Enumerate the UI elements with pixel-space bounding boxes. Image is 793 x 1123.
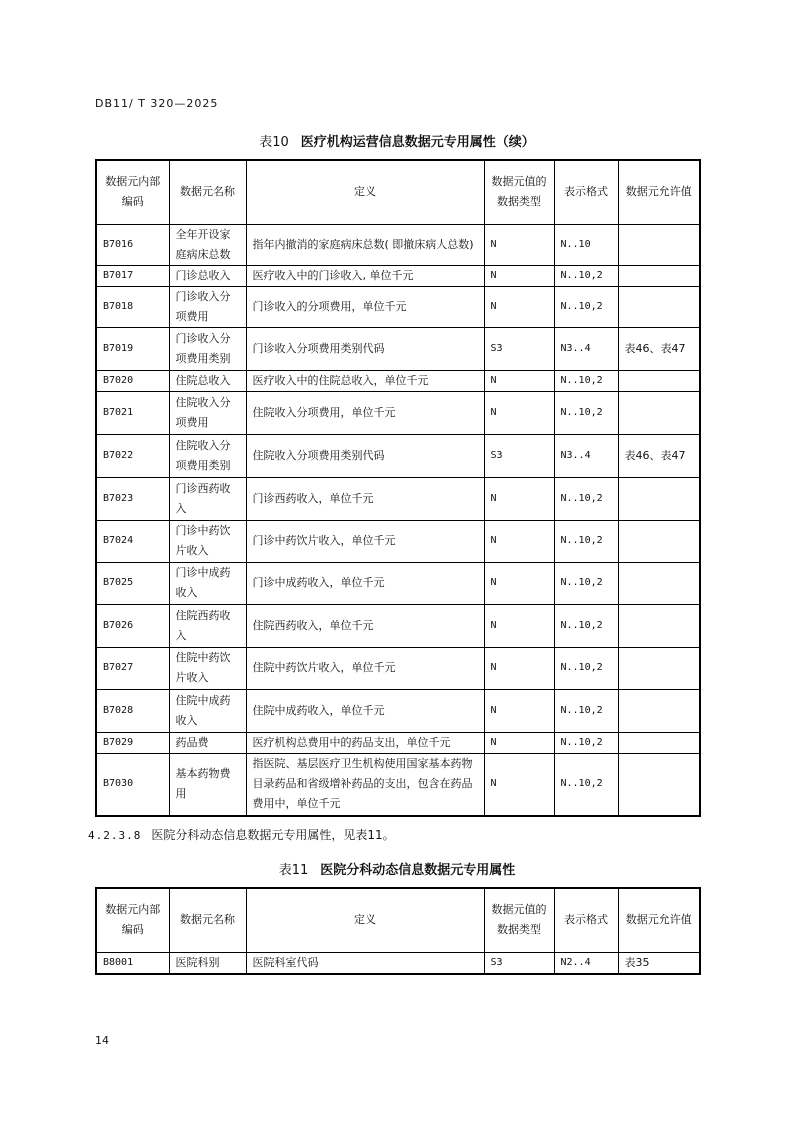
cell-code: B8001 <box>96 952 169 974</box>
cell-code: B7018 <box>96 286 169 327</box>
cell-def: 住院西药收入，单位千元 <box>246 604 484 647</box>
cell-format: N..10,2 <box>554 520 618 562</box>
cell-name: 住院收入分项费用 <box>169 391 246 434</box>
cell-name: 药品费 <box>169 732 246 753</box>
clause-4-2-3-8 <box>88 826 395 843</box>
cell-type: N <box>484 520 554 562</box>
cell-allowed <box>618 689 700 732</box>
cell-allowed <box>618 520 700 562</box>
table10 <box>95 159 701 817</box>
table10-title: 医疗机构运营信息数据元专用属性（续） <box>300 135 535 150</box>
cell-code: B7017 <box>96 265 169 286</box>
table-row <box>96 327 700 370</box>
cell-format: N3..4 <box>554 327 618 370</box>
standard-code: DB11/ T 320—2025 <box>95 97 219 110</box>
cell-code: B7026 <box>96 604 169 647</box>
cell-format: N..10,2 <box>554 753 618 816</box>
cell-name: 全年开设家庭病床总数 <box>169 224 246 265</box>
cell-code: B7025 <box>96 562 169 604</box>
cell-def: 门诊收入的分项费用，单位千元 <box>246 286 484 327</box>
table-row <box>96 286 700 327</box>
table11-col-header: 数据元允许值 <box>618 888 700 952</box>
cell-name: 门诊中成药收入 <box>169 562 246 604</box>
cell-name: 门诊收入分项费用 <box>169 286 246 327</box>
cell-code: B7023 <box>96 477 169 520</box>
cell-def: 指年内撤消的家庭病床总数( 即撤床病人总数) <box>246 224 484 265</box>
cell-allowed <box>618 477 700 520</box>
table11-col-header: 数据元名称 <box>169 888 246 952</box>
cell-code: B7022 <box>96 434 169 477</box>
cell-type: N <box>484 370 554 391</box>
cell-def: 门诊收入分项费用类别代码 <box>246 327 484 370</box>
cell-def: 住院收入分项费用类别代码 <box>246 434 484 477</box>
cell-def: 医疗收入中的门诊收入, 单位千元 <box>246 265 484 286</box>
cell-format: N3..4 <box>554 434 618 477</box>
table10-header-row <box>96 160 700 224</box>
cell-def: 门诊西药收入，单位千元 <box>246 477 484 520</box>
cell-allowed: 表35 <box>618 952 700 974</box>
table-row <box>96 477 700 520</box>
cell-def: 住院中成药收入，单位千元 <box>246 689 484 732</box>
table-row <box>96 689 700 732</box>
table11-col-header: 表示格式 <box>554 888 618 952</box>
page-number: 14 <box>95 1034 109 1047</box>
cell-format: N..10,2 <box>554 562 618 604</box>
table-row <box>96 265 700 286</box>
cell-def: 医疗收入中的住院总收入，单位千元 <box>246 370 484 391</box>
table-row <box>96 562 700 604</box>
cell-def: 住院中药饮片收入，单位千元 <box>246 647 484 689</box>
table11-caption <box>95 859 699 878</box>
cell-def: 门诊中药饮片收入，单位千元 <box>246 520 484 562</box>
table-row <box>96 224 700 265</box>
cell-code: B7021 <box>96 391 169 434</box>
cell-type: N <box>484 753 554 816</box>
cell-name: 住院西药收入 <box>169 604 246 647</box>
table-row <box>96 952 700 974</box>
cell-format: N..10,2 <box>554 286 618 327</box>
cell-name: 门诊总收入 <box>169 265 246 286</box>
cell-format: N..10,2 <box>554 604 618 647</box>
cell-format: N2..4 <box>554 952 618 974</box>
table-row <box>96 391 700 434</box>
table-row <box>96 753 700 816</box>
cell-def: 医院科室代码 <box>246 952 484 974</box>
cell-format: N..10,2 <box>554 370 618 391</box>
cell-def: 指医院、基层医疗卫生机构使用国家基本药物目录药品和省级增补药品的支出，包含在药品费用中，单位千元 <box>246 753 484 816</box>
table10-col-header: 表示格式 <box>554 160 618 224</box>
cell-type: S3 <box>484 952 554 974</box>
table10-col-header: 数据元值的数据类型 <box>484 160 554 224</box>
cell-allowed <box>618 265 700 286</box>
cell-name: 医院科别 <box>169 952 246 974</box>
cell-allowed <box>618 286 700 327</box>
cell-format: N..10,2 <box>554 391 618 434</box>
cell-code: B7027 <box>96 647 169 689</box>
cell-code: B7016 <box>96 224 169 265</box>
cell-format: N..10,2 <box>554 477 618 520</box>
table10-col-header: 数据元内部编码 <box>96 160 169 224</box>
cell-type: S3 <box>484 327 554 370</box>
cell-type: N <box>484 604 554 647</box>
cell-def: 住院收入分项费用，单位千元 <box>246 391 484 434</box>
cell-name: 门诊收入分项费用类别 <box>169 327 246 370</box>
table10-number: 表10 <box>259 135 289 150</box>
cell-type: S3 <box>484 434 554 477</box>
cell-allowed <box>618 370 700 391</box>
table-row <box>96 520 700 562</box>
table11-col-header: 数据元内部编码 <box>96 888 169 952</box>
cell-allowed <box>618 224 700 265</box>
cell-allowed <box>618 562 700 604</box>
cell-name: 住院中成药收入 <box>169 689 246 732</box>
cell-type: N <box>484 286 554 327</box>
cell-code: B7024 <box>96 520 169 562</box>
cell-type: N <box>484 477 554 520</box>
cell-type: N <box>484 562 554 604</box>
clause-number: 4.2.3.8 <box>88 829 142 842</box>
cell-def: 门诊中成药收入，单位千元 <box>246 562 484 604</box>
cell-allowed: 表46、表47 <box>618 327 700 370</box>
cell-allowed <box>618 647 700 689</box>
cell-allowed <box>618 753 700 816</box>
clause-text: 医院分科动态信息数据元专用属性，见表11。 <box>151 828 395 842</box>
cell-format: N..10,2 <box>554 732 618 753</box>
table-row <box>96 370 700 391</box>
cell-code: B7029 <box>96 732 169 753</box>
cell-type: N <box>484 224 554 265</box>
cell-allowed <box>618 732 700 753</box>
table10-col-header: 数据元名称 <box>169 160 246 224</box>
cell-allowed <box>618 604 700 647</box>
cell-name: 基本药物费用 <box>169 753 246 816</box>
cell-format: N..10,2 <box>554 647 618 689</box>
cell-type: N <box>484 265 554 286</box>
table11-col-header: 数据元值的数据类型 <box>484 888 554 952</box>
cell-name: 住院收入分项费用类别 <box>169 434 246 477</box>
table11-col-header: 定义 <box>246 888 484 952</box>
table10-caption <box>95 131 699 150</box>
cell-code: B7028 <box>96 689 169 732</box>
table11-title: 医院分科动态信息数据元专用属性 <box>320 863 516 878</box>
table-row <box>96 604 700 647</box>
cell-type: N <box>484 689 554 732</box>
cell-code: B7019 <box>96 327 169 370</box>
cell-name: 住院总收入 <box>169 370 246 391</box>
cell-type: N <box>484 732 554 753</box>
cell-name: 门诊中药饮片收入 <box>169 520 246 562</box>
cell-allowed: 表46、表47 <box>618 434 700 477</box>
table10-col-header: 数据元允许值 <box>618 160 700 224</box>
cell-code: B7020 <box>96 370 169 391</box>
cell-type: N <box>484 647 554 689</box>
cell-format: N..10 <box>554 224 618 265</box>
cell-format: N..10,2 <box>554 265 618 286</box>
cell-code: B7030 <box>96 753 169 816</box>
cell-type: N <box>484 391 554 434</box>
cell-def: 医疗机构总费用中的药品支出，单位千元 <box>246 732 484 753</box>
table-row <box>96 647 700 689</box>
table-row <box>96 434 700 477</box>
cell-allowed <box>618 391 700 434</box>
table-row <box>96 732 700 753</box>
table11 <box>95 887 701 975</box>
table11-number: 表11 <box>278 863 309 878</box>
table10-col-header: 定义 <box>246 160 484 224</box>
cell-name: 门诊西药收入 <box>169 477 246 520</box>
table11-header-row <box>96 888 700 952</box>
cell-format: N..10,2 <box>554 689 618 732</box>
cell-name: 住院中药饮片收入 <box>169 647 246 689</box>
